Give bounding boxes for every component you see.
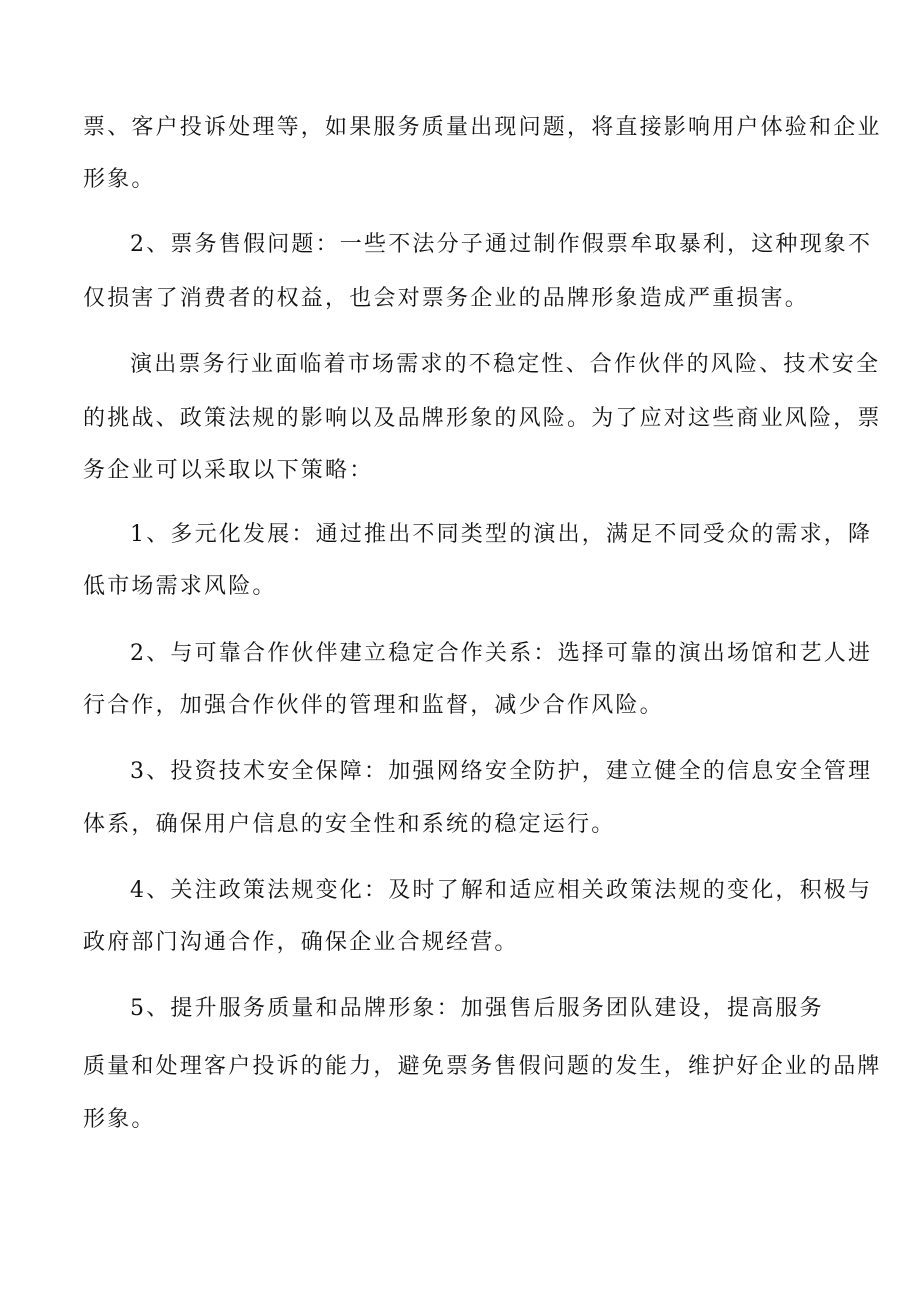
text-line: 形象。	[83, 167, 156, 192]
text-line: 务企业可以采取以下策略：	[83, 458, 374, 483]
text-line: 的挑战、政策法规的影响以及品牌形象的风险。为了应对这些商业风险，票	[83, 406, 882, 431]
text-line: 1、多元化发展：通过推出不同类型的演出，满足不同受众的需求，降	[130, 522, 873, 547]
text-line: 票、客户投诉处理等，如果服务质量出现问题，将直接影响用户体验和企业	[83, 115, 882, 140]
text-line: 体系，确保用户信息的安全性和系统的稳定运行。	[83, 812, 616, 837]
text-line: 形象。	[83, 1107, 156, 1132]
text-line: 4、关注政策法规变化：及时了解和适应相关政策法规的变化，积极与	[130, 878, 873, 903]
text-line: 仅损害了消费者的权益，也会对票务企业的品牌形象造成严重损害。	[83, 286, 810, 311]
text-line: 2、与可靠合作伙伴建立稳定合作关系：选择可靠的演出场馆和艺人进	[130, 641, 873, 666]
text-line: 质量和处理客户投诉的能力，避免票务售假问题的发生，维护好企业的品牌	[83, 1054, 882, 1079]
text-line: 演出票务行业面临着市场需求的不稳定性、合作伙伴的风险、技术安全	[130, 352, 881, 377]
text-line: 2、票务售假问题：一些不法分子通过制作假票牟取暴利，这种现象不	[130, 232, 873, 257]
text-line: 3、投资技术安全保障：加强网络安全防护，建立健全的信息安全管理	[130, 759, 873, 784]
text-line: 低市场需求风险。	[83, 574, 277, 599]
text-line: 5、提升服务质量和品牌形象：加强售后服务团队建设，提高服务	[130, 996, 824, 1021]
text-line: 政府部门沟通合作，确保企业合规经营。	[83, 930, 519, 955]
text-line: 行合作，加强合作伙伴的管理和监督，减少合作风险。	[83, 693, 664, 718]
